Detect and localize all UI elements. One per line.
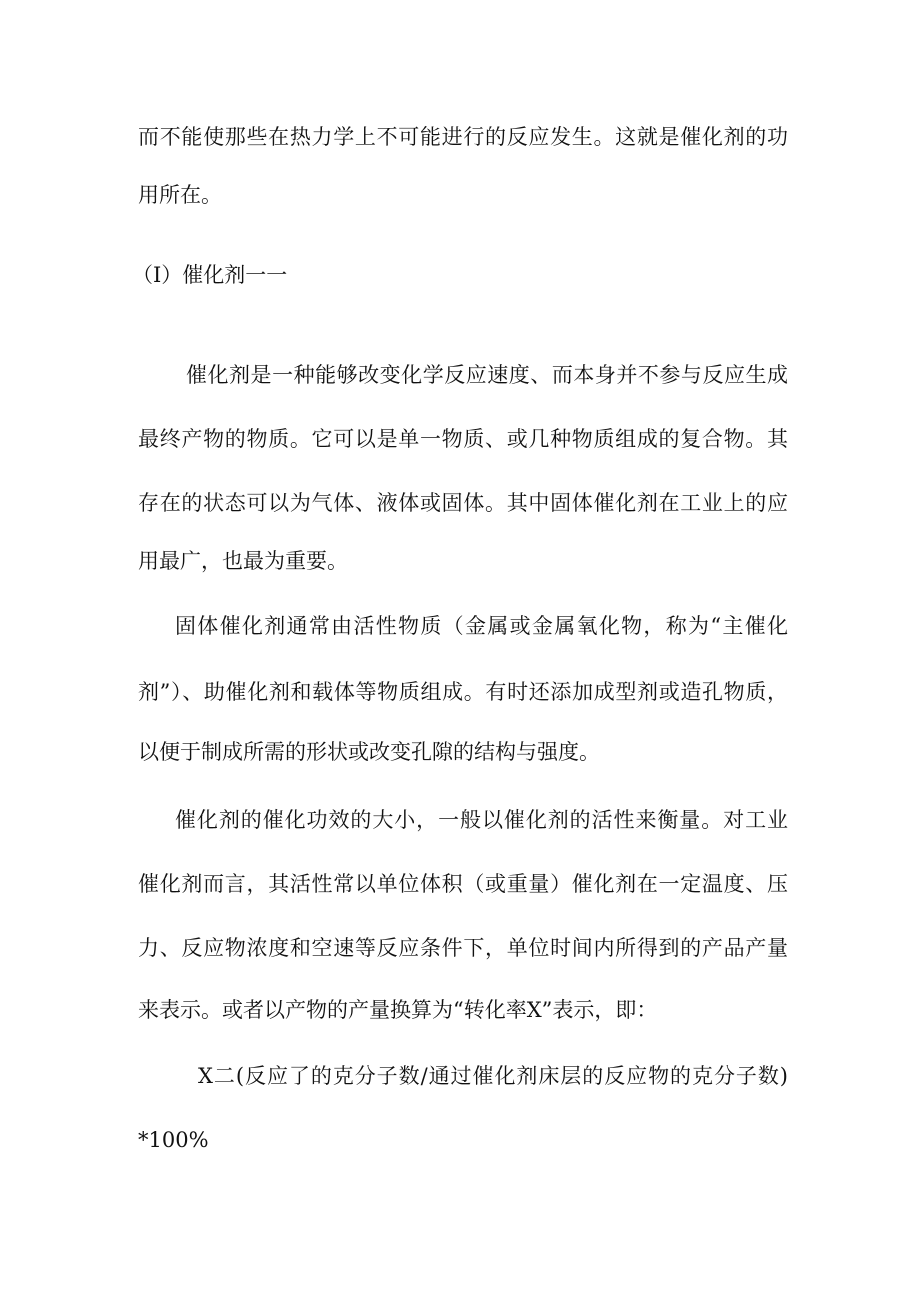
paragraph-line: 力、反应物浓度和空速等反应条件下，单位时间内所得到的产品产量 <box>138 936 788 960</box>
paragraph-line: 用所在。 <box>138 183 222 207</box>
paragraph-line: 用最广，也最为重要。 <box>138 549 348 573</box>
paragraph-line: 催化剂是一种能够改变化学反应速度、而本身并不参与反应生成 <box>186 363 788 387</box>
paragraph-line: 存在的状态可以为气体、液体或固体。其中固体催化剂在工业上的应 <box>138 491 788 515</box>
paragraph-line: 剂”）、助催化剂和载体等物质组成。有时还添加成型剂或造孔物质， <box>138 680 788 704</box>
paragraph-line: 而不能使那些在热力学上不可能进行的反应发生。这就是催化剂的功 <box>138 125 788 149</box>
paragraph-line: 最终产物的物质。它可以是单一物质、或几种物质组成的复合物。其 <box>138 427 788 451</box>
paragraph-line: 催化剂的催化功效的大小，一般以催化剂的活性来衡量。对工业 <box>175 808 788 832</box>
paragraph-line: 来表示。或者以产物的产量换算为“转化率X”表示，即： <box>138 998 658 1022</box>
paragraph-line: 固体催化剂通常由活性物质（金属或金属氧化物，称为“主催化 <box>175 614 788 638</box>
formula-continuation: *100% <box>138 1128 209 1152</box>
section-heading: （I）催化剂一一 <box>132 263 288 287</box>
paragraph-line: 催化剂而言，其活性常以单位体积（或重量）催化剂在一定温度、压 <box>138 872 788 896</box>
paragraph-line: 以便于制成所需的形状或改变孔隙的结构与强度。 <box>138 740 600 764</box>
formula-line: X二(反应了的克分子数/通过催化剂床层的反应物的克分子数) <box>198 1064 788 1088</box>
